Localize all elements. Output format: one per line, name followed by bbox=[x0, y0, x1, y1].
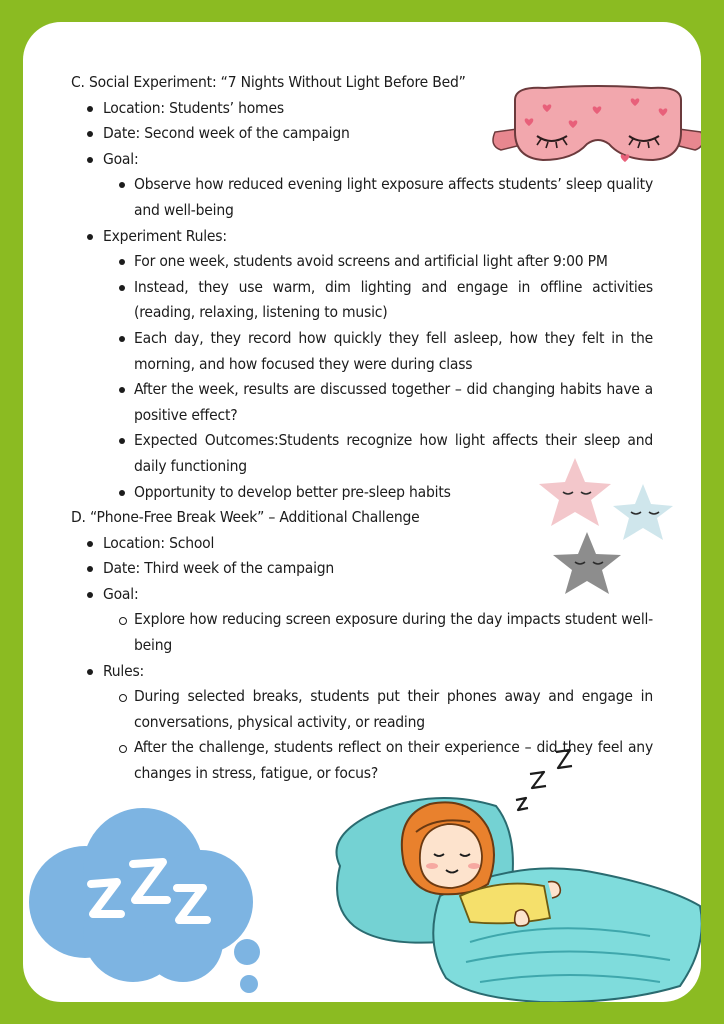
list-item: For one week, students avoid screens and artificial light after 9:00 PM bbox=[103, 249, 653, 275]
section-c-goal-label: Goal: bbox=[103, 149, 139, 168]
section-d-rules-label: Rules: bbox=[103, 661, 145, 680]
list-item: Each day, they record how quickly they fell asleep, how they felt in the morning, and how focused they were during class bbox=[103, 326, 653, 377]
list-item: During selected breaks, students put their phones away and engage in conversations, physical activity, or reading bbox=[103, 684, 653, 735]
list-item: Opportunity to develop better pre-sleep habits bbox=[103, 480, 653, 506]
section-d-rules bbox=[71, 659, 653, 787]
section-d-location: Location: School bbox=[71, 531, 653, 557]
section-d-goal bbox=[71, 582, 653, 659]
list-item: Observe how reduced evening light exposure affects students’ sleep quality and well-being bbox=[103, 172, 653, 223]
section-c-rules-label: Experiment Rules: bbox=[103, 226, 227, 245]
section-c-list bbox=[71, 96, 653, 506]
section-c-date: Date: Second week of the campaign bbox=[71, 121, 653, 147]
list-item: Explore how reducing screen exposure during the day impacts student well-being bbox=[103, 607, 653, 658]
section-c-location: Location: Students’ homes bbox=[71, 96, 653, 122]
zzz-cloud-icon bbox=[23, 792, 273, 1002]
section-d-goal-label: Goal: bbox=[103, 584, 139, 603]
section-c-goal bbox=[71, 147, 653, 224]
section-d-date: Date: Third week of the campaign bbox=[71, 556, 653, 582]
section-c-rules bbox=[71, 224, 653, 506]
section-d-title: D. “Phone-Free Break Week” – Additional Challenge bbox=[71, 508, 420, 527]
page-sheet bbox=[23, 22, 701, 1002]
section-d-rules-list bbox=[103, 684, 653, 786]
section-d-list bbox=[71, 531, 653, 787]
list-item: After the week, results are discussed together – did changing habits have a positive effect? bbox=[103, 377, 653, 428]
section-d-goal-list bbox=[103, 607, 653, 658]
section-c-title: C. Social Experiment: “7 Nights Without Light Before Bed” bbox=[71, 73, 466, 91]
list-item: After the challenge, students reflect on their experience – did they feel any changes in stress, fatigue, or focus? bbox=[103, 735, 653, 786]
list-item: Expected Outcomes:Students recognize how light affects their sleep and daily functioning bbox=[103, 428, 653, 479]
section-c-goal-list bbox=[103, 172, 653, 223]
list-item: Instead, they use warm, dim lighting and engage in offline activities (reading, relaxing, listening to music) bbox=[103, 275, 653, 326]
section-c-rules-list bbox=[103, 249, 653, 505]
content-area bbox=[71, 70, 653, 787]
